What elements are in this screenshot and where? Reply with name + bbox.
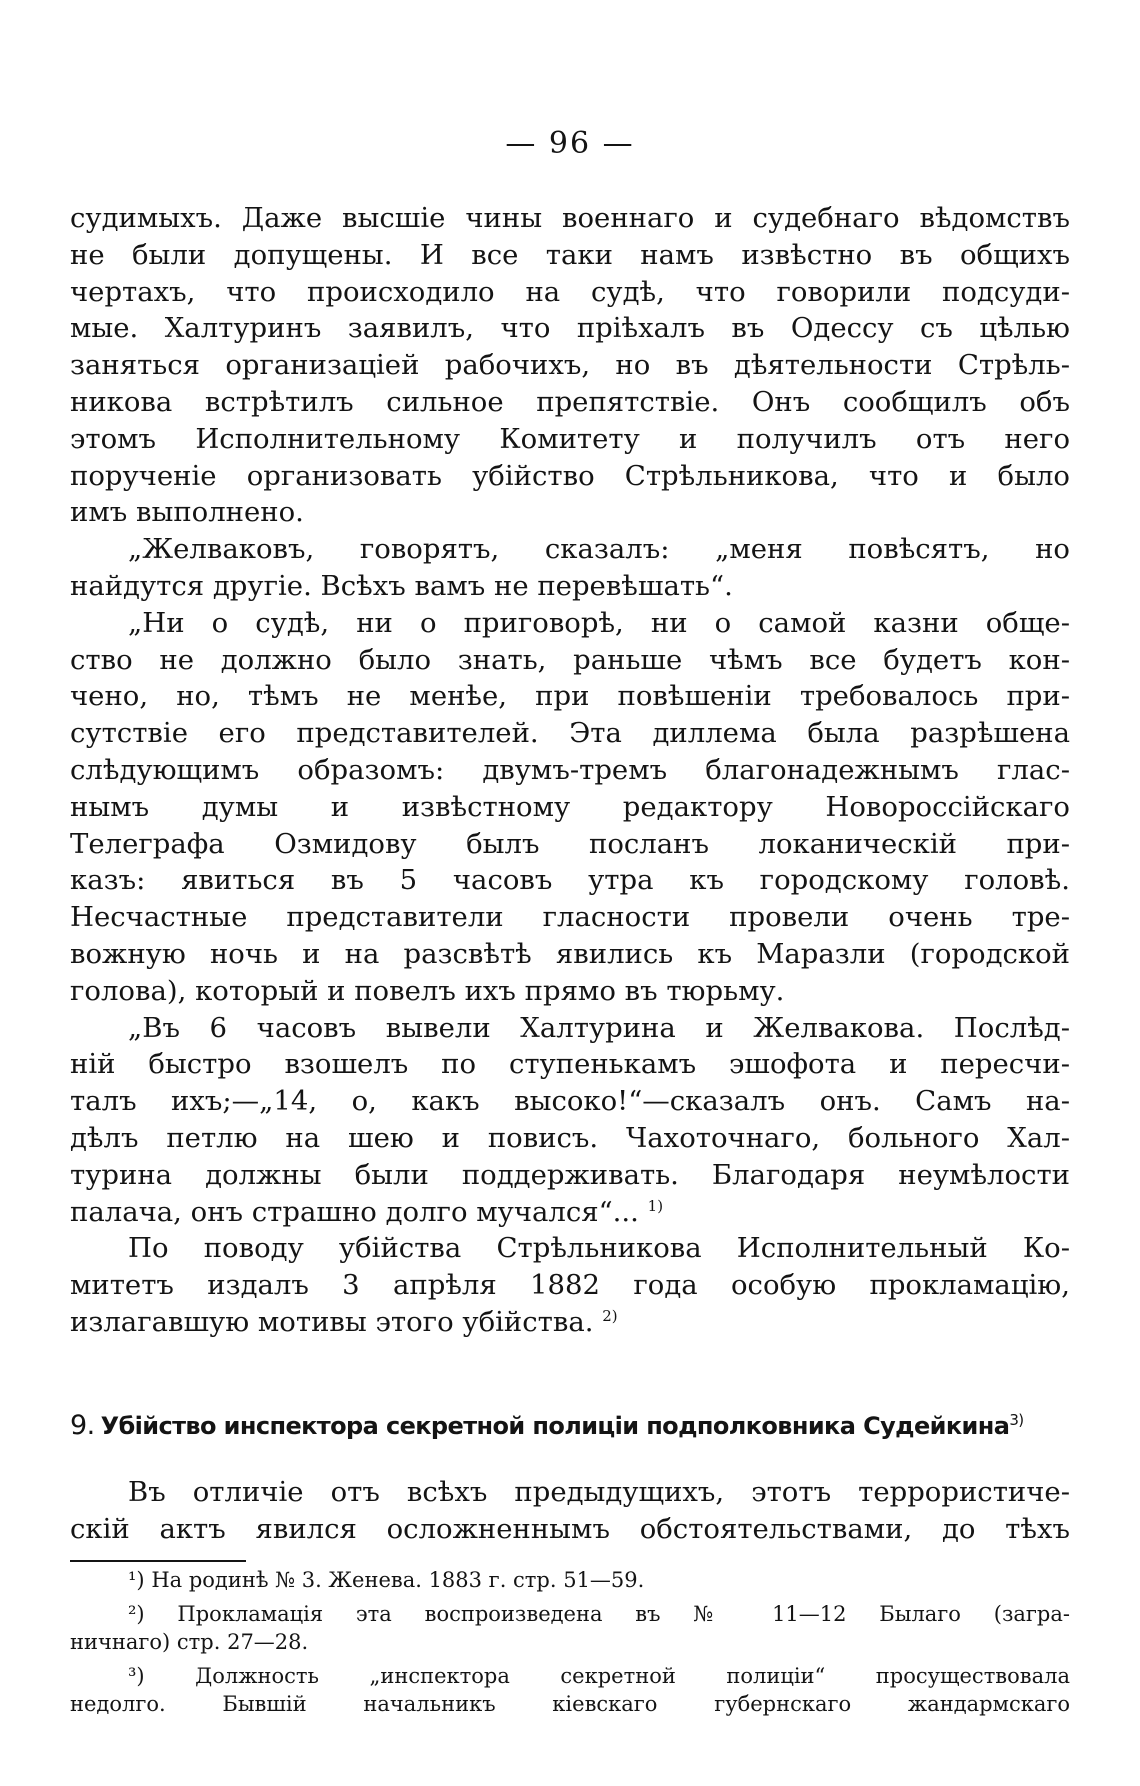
footnote-ref: 1) [647, 1196, 664, 1215]
text-line: талъ ихъ;—„14, о, какъ высоко!“—сказалъ онъ. Самъ на- [70, 1085, 1070, 1118]
text-line: этомъ Исполнительному Комитету и получилъ отъ него [70, 422, 1070, 455]
section-heading [70, 1410, 1120, 1441]
text-line-content: излагавшую мотивы этого убійства. [70, 1305, 594, 1338]
text-line: дѣлъ петлю на шею и повисъ. Чахоточнаго, больного Хал- [70, 1121, 1070, 1154]
text-line: „Въ 6 часовъ вывели Халтурина и Желвакова. Послѣд- [128, 1011, 1070, 1044]
footnote-text: Должность „инспектора секретной полиціи“ просуществовала [195, 1663, 1070, 1688]
footnote-mark: ³) [128, 1663, 145, 1688]
text-line [70, 1194, 1070, 1231]
text-line: „Ни о судѣ, ни о приговорѣ, ни о самой казни обще- [128, 606, 1070, 639]
text-line: не были допущены. И все таки намъ извѣстно въ общихъ [70, 238, 1070, 271]
footnote-ref: 2) [602, 1306, 618, 1325]
footnotes [70, 1566, 1070, 1719]
paragraph [70, 1010, 1070, 1341]
text-line: порученіе организовать убійство Стрѣльникова, что и было [70, 459, 1070, 492]
paragraph [70, 200, 1070, 531]
text-line: мые. Халтуринъ заявилъ, что пріѣхалъ въ Одессу съ цѣлью [70, 312, 1070, 345]
paragraph [70, 531, 1070, 605]
footnote-text: Прокламація эта воспроизведена въ № 11—12 Былаго (загра- [177, 1601, 1070, 1626]
footnote [70, 1600, 1070, 1657]
section-number: 9. [70, 1410, 95, 1441]
text-line: вожную ночь и на разсвѣтѣ явились къ Маразли (городской [70, 937, 1070, 970]
footnote-text: На родинѣ № 3. Женева. 1883 г. стр. 51—59. [151, 1568, 645, 1592]
paragraph [70, 605, 1070, 1010]
footnote-line [70, 1662, 1070, 1691]
text-line: чено, но, тѣмъ не менѣе, при повѣшеніи требовалось при- [70, 680, 1070, 713]
text-line: голова), который и повелъ ихъ прямо въ тюрьму. [70, 974, 785, 1007]
text-line: чертахъ, что происходило на судѣ, что говорили подсуди- [70, 275, 1070, 308]
section-text [70, 1474, 1070, 1548]
text-line: По поводу убійства Стрѣльникова Исполнительный Ко- [128, 1232, 1070, 1265]
text-line: найдутся другіе. Всѣхъ вамъ не перевѣшать“. [70, 569, 733, 602]
footnote [70, 1662, 1070, 1719]
text-line: судимыхъ. Даже высшіе чины военнаго и судебнаго вѣдомствъ [70, 202, 1070, 234]
footnote-line [70, 1566, 1070, 1595]
footnote-line [70, 1600, 1070, 1629]
text-line: Въ отличіе отъ всѣхъ предыдущихъ, этотъ террористиче- [128, 1476, 1070, 1508]
text-line: имъ выполнено. [70, 496, 304, 529]
text-line: сутствіе его представителей. Эта диллема была разрѣшена [70, 717, 1070, 750]
text-line: скій актъ явился осложненнымъ обстоятельствами, до тѣхъ [70, 1512, 1070, 1545]
footnote-mark: ¹) [128, 1568, 145, 1592]
footnote [70, 1566, 1070, 1595]
text-line [70, 1304, 1070, 1341]
text-line: нымъ думы и извѣстному редактору Новороссійскаго [70, 790, 1070, 823]
text-line: никова встрѣтилъ сильное препятствіе. Онъ сообщилъ объ [70, 385, 1070, 418]
section-title: Убійство инспектора секретной полиціи подполковника Судейкина [100, 1412, 1010, 1440]
text-line: ній быстро взошелъ по ступенькамъ эшофота и пересчи- [70, 1048, 1070, 1081]
footnote-ref: 3) [1009, 1411, 1024, 1429]
text-line: турина должны были поддерживать. Благодаря неумѣлости [70, 1158, 1070, 1191]
page-number: — 96 — [505, 126, 635, 161]
text-line: заняться организаціей рабочихъ, но въ дѣятельности Стрѣль- [70, 349, 1070, 382]
main-text [70, 200, 1070, 1341]
text-line: казъ: явиться въ 5 часовъ утра къ городскому головѣ. [70, 864, 1070, 897]
text-line: Телеграфа Озмидову былъ посланъ локаническій при- [70, 827, 1070, 860]
text-line: митетъ издалъ 3 апрѣля 1882 года особую прокламацію, [70, 1269, 1070, 1302]
text-line: Несчастные представители гласности провели очень тре- [70, 901, 1070, 934]
footnote-mark: ²) [128, 1601, 145, 1626]
text-line: „Желваковъ, говорятъ, сказалъ: „меня повѣсятъ, но [128, 533, 1070, 566]
text-line: слѣдующимъ образомъ: двумъ-тремъ благонадежнымъ глас- [70, 753, 1070, 786]
text-line: ство не должно было знать, раньше чѣмъ все будетъ кон- [70, 643, 1070, 676]
footnote-divider [70, 1560, 246, 1562]
footnote-line: недолго. Бывшій начальникъ кіевскаго губернскаго жандармскаго [70, 1692, 1070, 1716]
text-line-content: палача, онъ страшно долго мучался“... [70, 1195, 639, 1228]
footnote-line: ничнаго) стр. 27—28. [70, 1630, 309, 1654]
